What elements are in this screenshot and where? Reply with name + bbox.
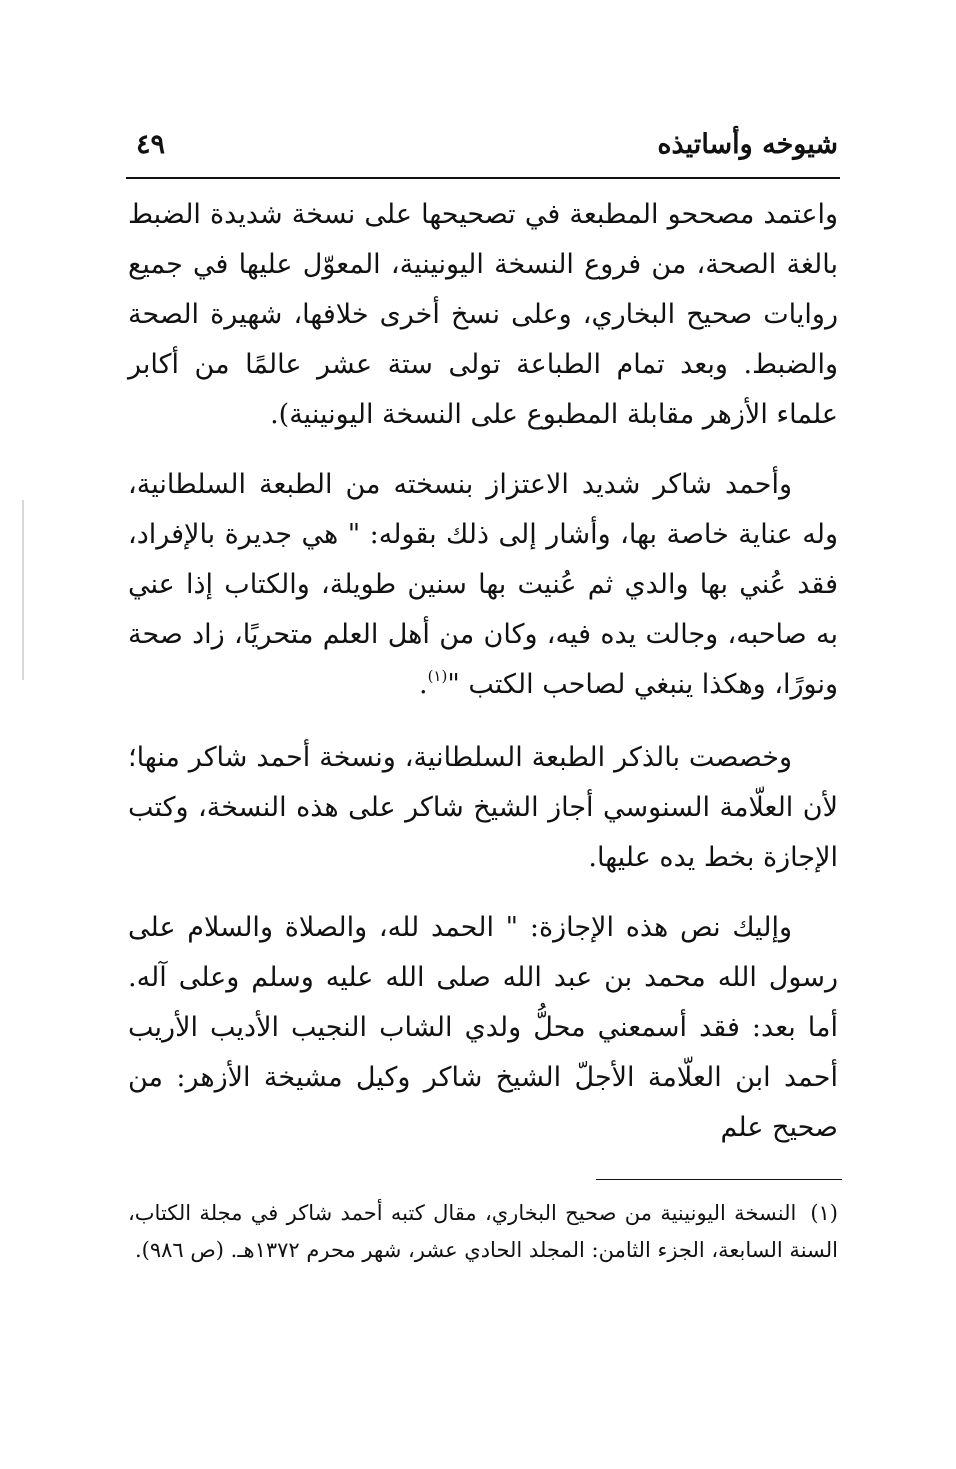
main-text <box>128 190 838 1173</box>
footnote-marker: (١) <box>810 1201 838 1225</box>
header-rule <box>126 177 840 179</box>
paragraph-1: واعتمد مصححو المطبعة في تصحيحها على نسخة شديدة الضبط بالغة الصحة، من فروع النسخة اليونينية، المعوّل عليها في جميع روايات صحيح البخاري، وعلى نسخ أخرى خلافها، شهيرة الصحة والضبط. وبعد تمام الطباعة تولى ستة عشر عالمًا من أكابر علماء الأزهر مقابلة المطبوع على النسخة اليونينية). <box>128 199 838 430</box>
paragraph-4: وإليك نص هذه الإجازة: " الحمد لله، والصلاة والسلام على رسول الله محمد بن عبد الله صلى الله عليه وسلم وعلى آله. أما بعد: فقد أسمعني محلُّ ولدي الشاب النجيب الأديب الأريب أحمد ابن العلّامة الأجلّ الشيخ شاكر وكيل مشيخة الأزهر: من صحيح علم <box>128 912 838 1143</box>
footnote-reference: (١) <box>427 667 448 685</box>
paragraph-3: وخصصت بالذكر الطبعة السلطانية، ونسخة أحمد شاكر منها؛ لأن العلّامة السنوسي أجاز الشيخ شاكر على هذه النسخة، وكتب الإجازة بخط يده عليها. <box>128 742 838 873</box>
footnote-text: النسخة اليونينية من صحيح البخاري، مقال كتبه أحمد شاكر في مجلة الكتاب، السنة السابعة، الجزء الثامن: المجلد الحادي عشر، شهر محرم ١٣٧٢هـ. (ص ٩٨٦). <box>128 1201 838 1262</box>
footnote-rule <box>596 1179 842 1180</box>
page-header <box>128 122 838 168</box>
scan-edge-mark <box>22 500 24 680</box>
page-number: ٤٩ <box>136 129 166 160</box>
footnote <box>128 1195 838 1269</box>
paragraph-2-text: وأحمد شاكر شديد الاعتزاز بنسخته من الطبعة السلطانية، وله عناية خاصة بها، وأشار إلى ذلك بقوله: " هي جديرة بالإفراد، فقد عُني بها والدي ثم عُنيت بها سنين طويلة، والكتاب إذا عني به صاحبه، وجالت يده فيه، وكان من أهل العلم متحريًا، زاد صحة ونورًا، وهكذا ينبغي لصاحب الكتب " <box>128 469 838 700</box>
paragraph-2 <box>128 460 838 713</box>
running-title: شيوخه وأساتيذه <box>657 129 838 160</box>
paragraph-2-end: . <box>418 669 428 700</box>
